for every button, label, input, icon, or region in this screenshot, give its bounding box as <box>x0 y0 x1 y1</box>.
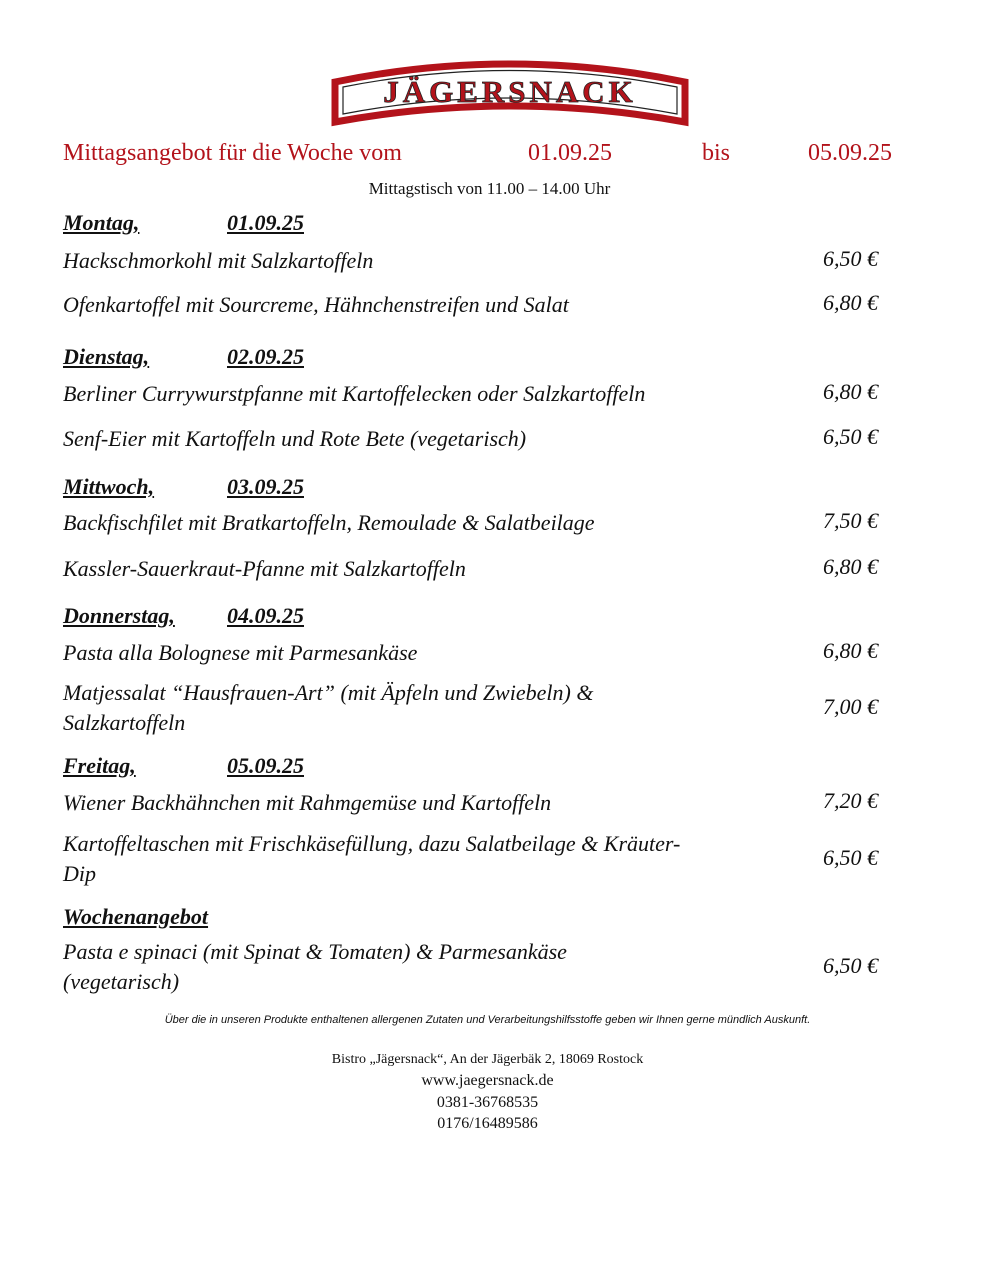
weekly-offer-title: Wochenangebot <box>63 904 209 929</box>
dish-name: Hackschmorkohl mit Salzkartoffeln <box>63 248 374 273</box>
jaegersnack-logo <box>329 56 691 132</box>
footer-website[interactable]: www.jaegersnack.de <box>421 1072 554 1089</box>
dish-price: 6,80 € <box>823 290 878 315</box>
dish-price: 6,50 € <box>823 953 878 978</box>
dish-name: Senf-Eier mit Kartoffeln und Rote Bete (vegetarisch) <box>63 426 527 451</box>
dish-price: 6,50 € <box>823 246 878 271</box>
dish-name: Ofenkartoffel mit Sourcreme, Hähnchenstreifen und Salat <box>63 292 569 317</box>
dish-name: Berliner Currywurstpfanne mit Kartoffelecken oder Salzkartoffeln <box>63 381 646 406</box>
allergen-note: Über die in unseren Produkte enthaltenen allergenen Zutaten und Verarbeitungshilfsstoffe geben wir Ihnen gerne mündlich Auskunft. <box>164 1014 811 1026</box>
date-to: 05.09.25 <box>808 140 892 166</box>
dish-name: Kassler-Sauerkraut-Pfanne mit Salzkartoffeln <box>63 556 466 581</box>
day-date: 01.09.25 <box>227 210 304 235</box>
dish-name: Pasta alla Bolognese mit Parmesankäse <box>63 640 418 665</box>
day-date: 03.09.25 <box>227 474 304 499</box>
day-name: Donnerstag, <box>63 603 175 628</box>
dish-price: 6,50 € <box>823 845 878 870</box>
dish-name: Wiener Backhähnchen mit Rahmgemüse und Kartoffeln <box>63 790 552 815</box>
day-name: Mittwoch, <box>63 474 155 499</box>
dish-price: 6,80 € <box>823 554 878 579</box>
footer-phone: 0381-36768535 <box>436 1094 539 1111</box>
dish-name: Kartoffeltaschen mit Frischkäsefüllung, dazu Salatbeilage & Kräuter- Dip <box>63 831 681 886</box>
day-date: 05.09.25 <box>227 753 304 778</box>
dish-name: Matjessalat “Hausfrauen-Art” (mit Äpfeln und Zwiebeln) & Salzkartoffeln <box>63 680 594 735</box>
until-label: bis <box>702 140 731 166</box>
footer-mobile: 0176/16489586 <box>437 1115 538 1132</box>
day-date: 04.09.25 <box>227 603 304 628</box>
dish-price: 6,50 € <box>823 424 878 449</box>
day-name: Dienstag, <box>63 344 150 369</box>
footer-address: Bistro „Jägersnack“, An der Jägerbäk 2, 18069 Rostock <box>331 1052 644 1067</box>
dish-price: 6,80 € <box>823 638 878 663</box>
dish-price: 7,00 € <box>823 694 878 719</box>
day-date: 02.09.25 <box>227 344 304 369</box>
date-from: 01.09.25 <box>528 140 612 166</box>
day-name: Montag, <box>63 210 140 235</box>
dish-price: 7,50 € <box>823 508 878 533</box>
lunch-hours: Mittagstisch von 11.00 – 14.00 Uhr <box>368 179 611 198</box>
day-name: Freitag, <box>63 753 136 778</box>
dish-price: 7,20 € <box>823 788 878 813</box>
dish-price: 6,80 € <box>823 379 878 404</box>
dish-name: Backfischfilet mit Bratkartoffeln, Remoulade & Salatbeilage <box>63 510 595 535</box>
logo-text: JÄGERSNACK <box>383 74 637 109</box>
dish-name: Pasta e spinaci (mit Spinat & Tomaten) & Parmesankäse (vegetarisch) <box>63 939 567 994</box>
offer-title: Mittagsangebot für die Woche vom <box>63 140 402 166</box>
